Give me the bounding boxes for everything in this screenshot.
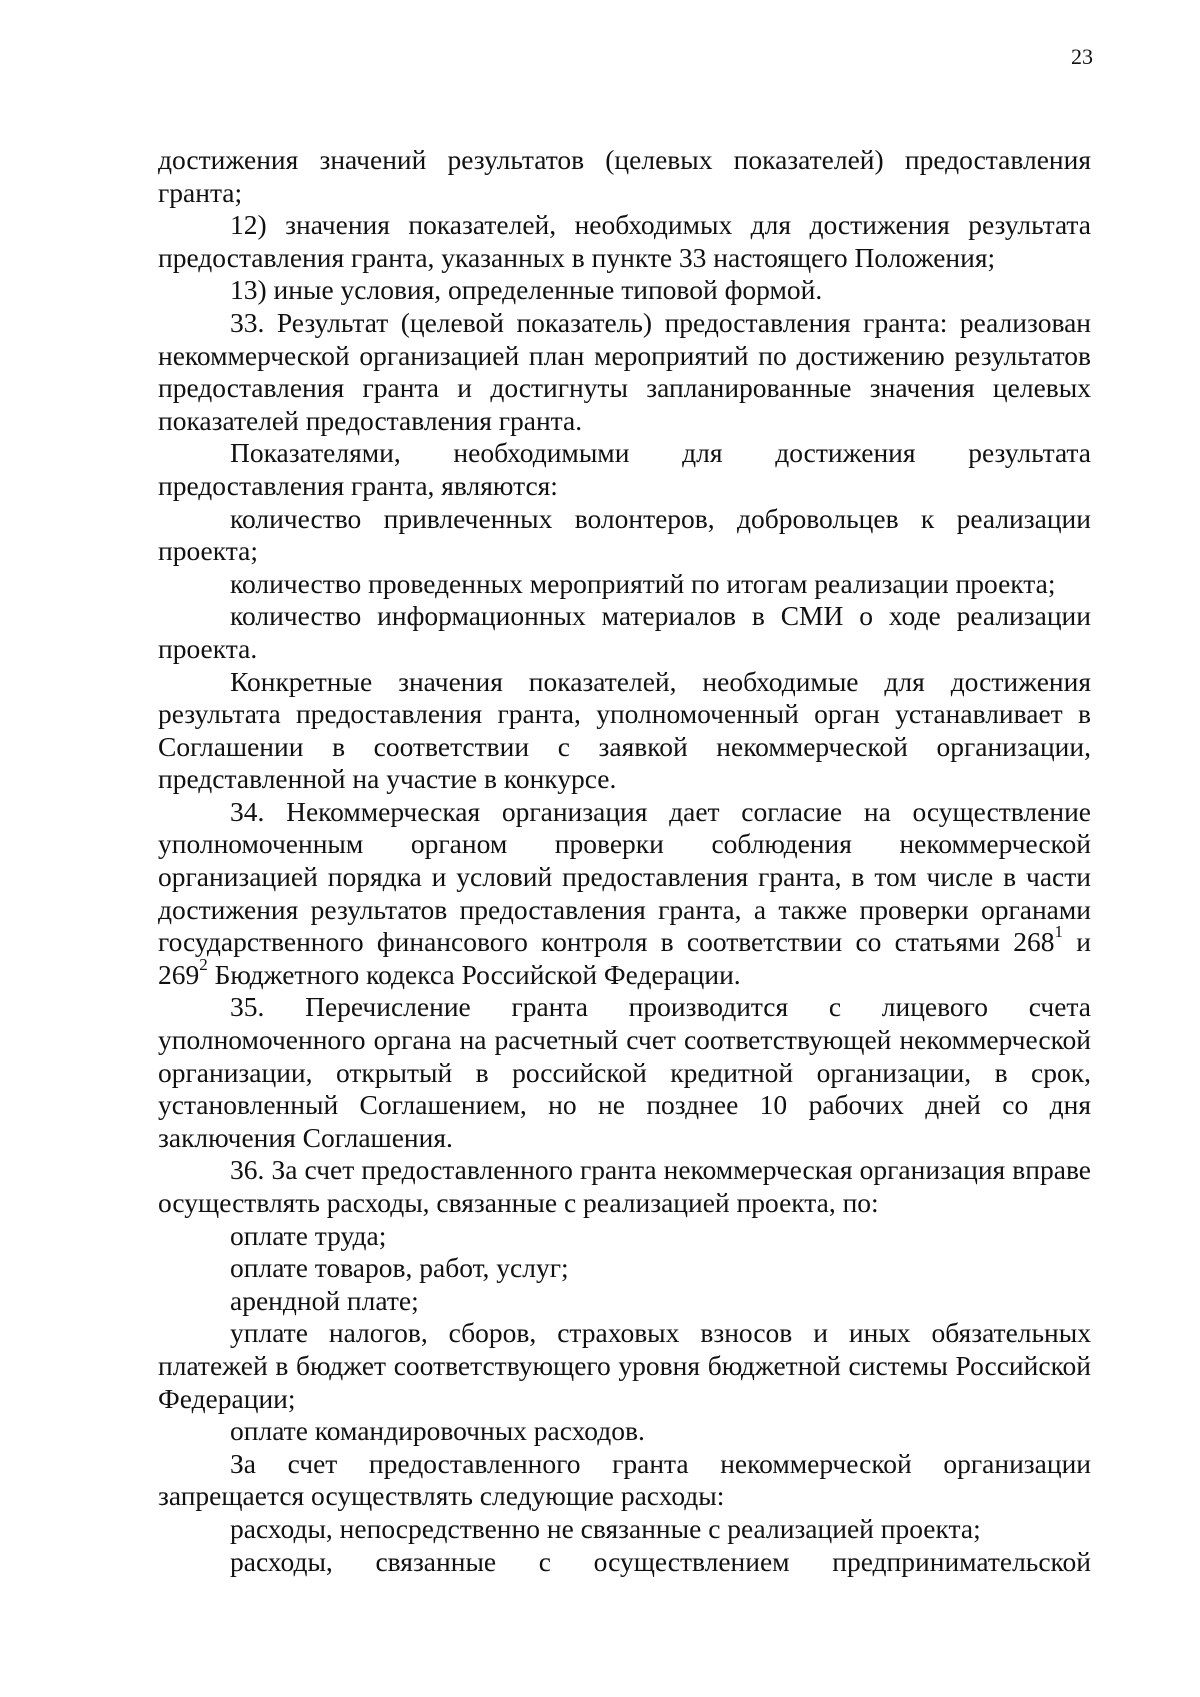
paragraph-prohibited-unrelated: расходы, непосредственно не связанные с реализацией проекта;	[230, 1512, 981, 1544]
paragraph-indicator-volunteers: количество привлеченных волонтеров, добровольцев к реализации проекта;	[158, 502, 1091, 567]
paragraph-prohibited-business: расходы, связанные с осуществлением предпринимательской	[230, 1545, 1091, 1577]
paragraph-indicator-values: Конкретные значения показателей, необходимые для достижения результата предоставления гранта, уполномоченный орган устанавливает в Соглашении в соответствии с заявкой некоммерческой организации, представленной на участие в конкурсе.	[158, 665, 1091, 795]
superscript-1: 1	[1054, 922, 1064, 942]
paragraph-section-35: 35. Перечисление гранта производится с лицевого счета уполномоченного органа на расчетный счет соответствующей некоммерческой организации, открытый в российской кредитной организации, в срок, установленный Соглашением, но не позднее 10 рабочих дней со дня заключения Соглашения.	[158, 991, 1091, 1153]
paragraph-section-36: 36. За счет предоставленного гранта некоммерческая организация вправе осуществлять расходы, связанные с реализацией проекта, по:	[158, 1154, 1091, 1218]
paragraph-indicator-events: количество проведенных мероприятий по итогам реализации проекта;	[230, 567, 1056, 599]
superscript-2: 2	[199, 954, 208, 974]
document-body	[158, 144, 1091, 1578]
paragraph-item-13: 13) иные условия, определенные типовой формой.	[230, 274, 823, 306]
paragraph-section-33: 33. Результат (целевой показатель) предоставления гранта: реализован некоммерческой организацией план мероприятий по достижению результатов предоставления гранта и достигнуты запланированные значения целевых показателей предоставления гранта.	[158, 306, 1091, 436]
section-34-text-after: Бюджетного кодекса Российской Федерации.	[207, 958, 741, 990]
paragraph-item-12: 12) значения показателей, необходимых для достижения результата предоставления гранта, указанных в пункте 33 настоящего Положения;	[158, 209, 1091, 273]
paragraph-indicators-intro: Показателями, необходимыми для достижения результата предоставления гранта, являются:	[158, 437, 1091, 501]
section-34-text-before: 34. Некоммерческая организация дает согласие на осуществление уполномоченным органом проверки соблюдения некоммерческой организацией порядка и условий предоставления гранта, в том числе в части достижения результатов предоставления гранта, а также проверки органами государственного финансового контроля в соответствии со статьями 268	[158, 795, 1091, 958]
paragraph-section-34	[158, 796, 1091, 992]
paragraph-indicator-media: количество информационных материалов в СМИ о ходе реализации проекта.	[158, 600, 1091, 664]
section-34-text-middle: и 269	[158, 926, 1091, 990]
paragraph-continuation: достижения значений результатов (целевых показателей) предоставления гранта;	[158, 144, 1091, 208]
paragraph-prohibited-intro: За счет предоставленного гранта некоммерческой организации запрещается осуществлять следующие расходы:	[158, 1447, 1091, 1512]
page-number: 23	[1071, 44, 1093, 69]
paragraph-expense-taxes: уплате налогов, сборов, страховых взносов и иных обязательных платежей в бюджет соответствующего уровня бюджетной системы Российской Федерации;	[158, 1317, 1091, 1414]
paragraph-expense-goods: оплате товаров, работ, услуг;	[230, 1252, 569, 1284]
paragraph-expense-labor: оплате труда;	[230, 1219, 387, 1251]
paragraph-expense-rent: арендной плате;	[230, 1284, 419, 1316]
paragraph-expense-travel: оплате командировочных расходов.	[230, 1415, 645, 1447]
